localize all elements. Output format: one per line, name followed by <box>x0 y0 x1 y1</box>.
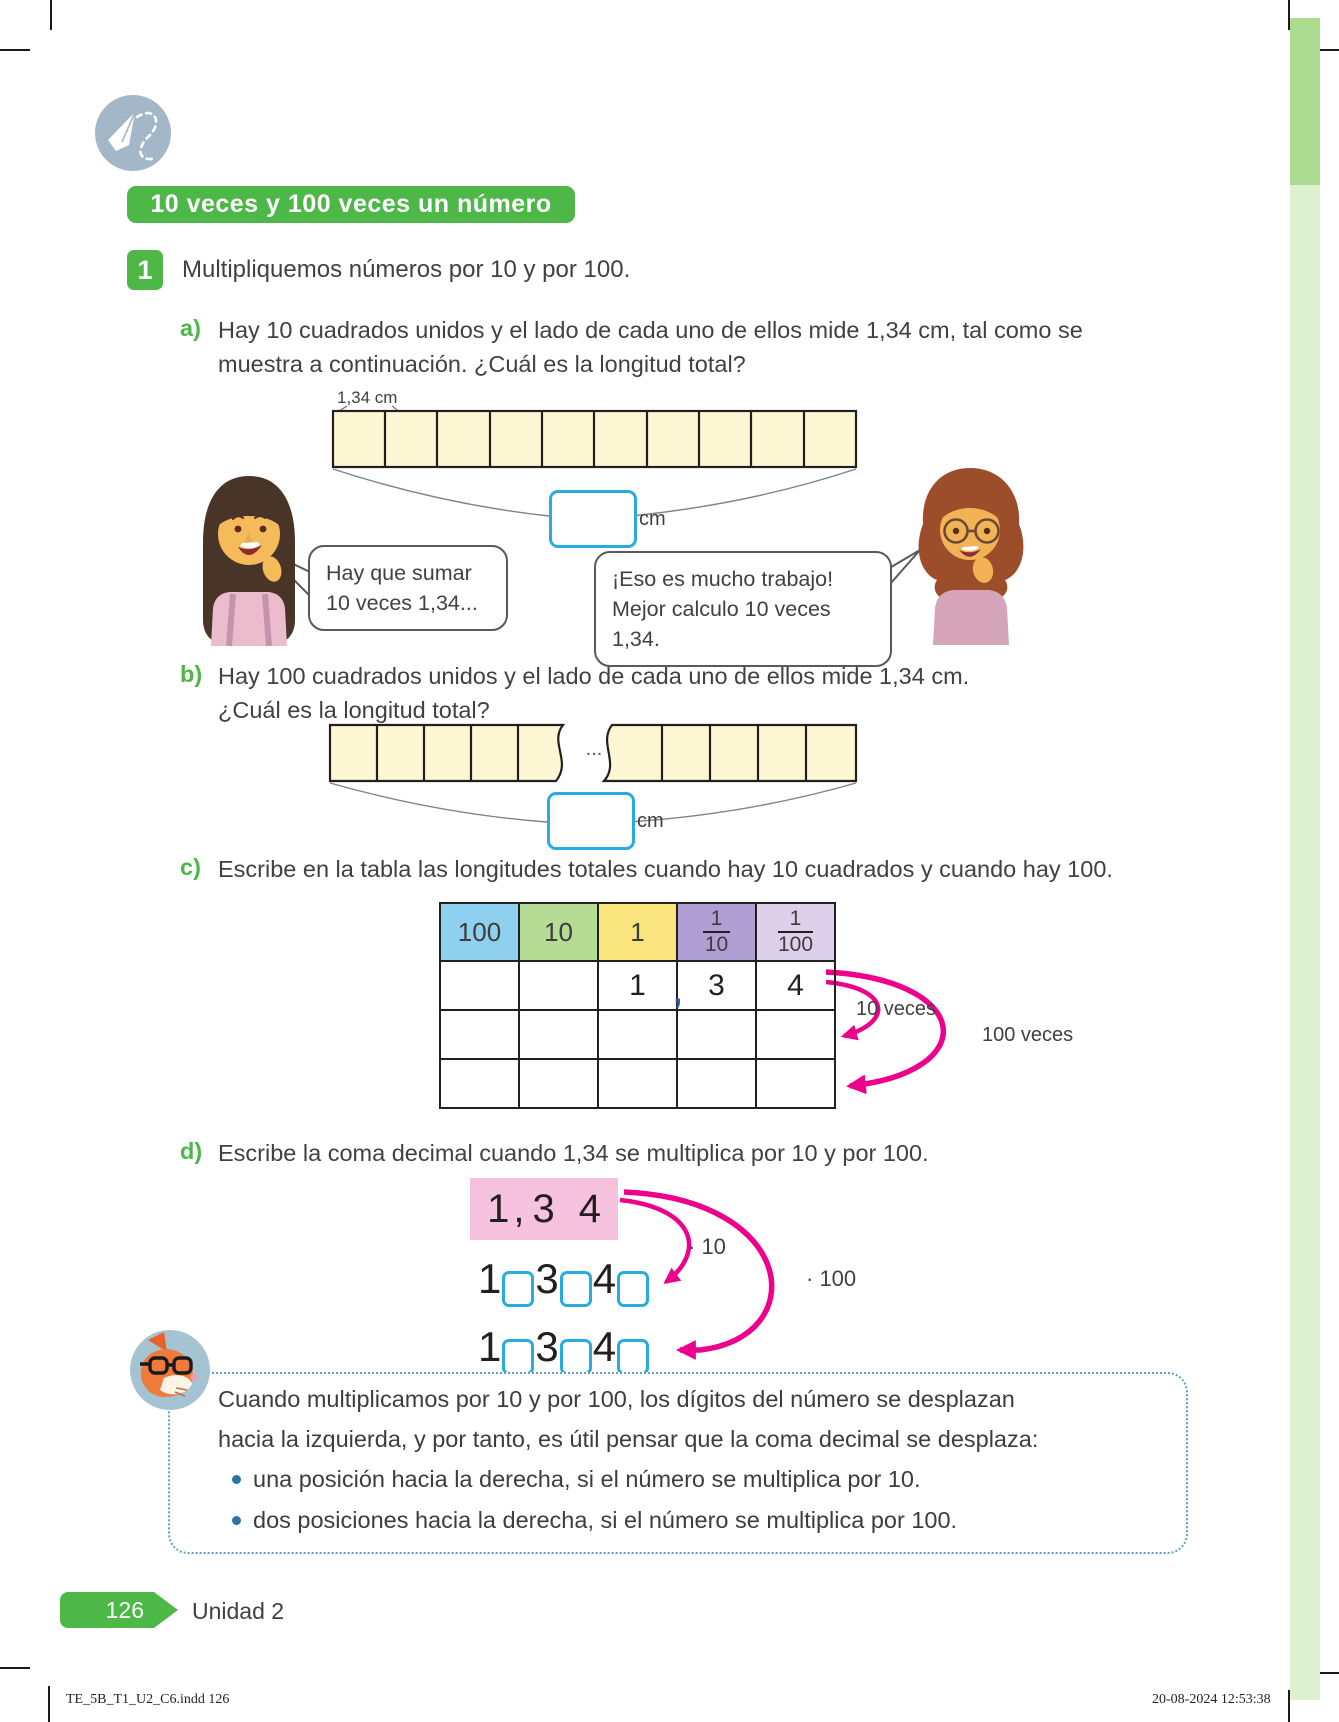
girl-glasses-character <box>903 460 1037 645</box>
header-hundreds: 100 <box>440 903 519 961</box>
speech-bubble-right: ¡Eso es mucho trabajo! Mejor calculo 10 veces 1,34. <box>594 551 892 667</box>
part-c-label: c) <box>180 854 201 880</box>
highlighted-number: 1 , 3 4 <box>470 1178 618 1240</box>
note-line-2: hacia la izquierda, y por tanto, es útil pensar que la coma decimal se desplaza: <box>218 1426 1039 1452</box>
bullet-dot <box>232 1475 241 1484</box>
header-hundredths: $\frac{1}{100}$ <box>756 903 835 961</box>
part-a-text: Hay 10 cuadrados unidos y el lado de cada uno de ellos mide 1,34 cm, tal como se muestra a continuación. ¿Cuál es la longitud total? <box>218 317 1083 377</box>
crop-mark <box>48 1686 50 1722</box>
times-10-arrow-label: 10 veces <box>856 998 937 1020</box>
times-10-label: · 10 <box>688 1234 726 1259</box>
times-100-label: · 100 <box>806 1266 857 1291</box>
comma-position-box <box>560 1271 592 1307</box>
table-header-row <box>440 903 835 961</box>
part-a-label: a) <box>180 315 201 341</box>
comma-position-box <box>617 1271 649 1307</box>
part-b-label: b) <box>180 661 203 687</box>
note-line-1: Cuando multiplicamos por 10 y por 100, los dígitos del número se desplazan <box>218 1386 1015 1412</box>
girl-dark-hair-character <box>183 470 315 650</box>
unit-label-a: cm <box>639 508 666 530</box>
decimal-comma: , <box>673 977 682 1010</box>
part-d-label: d) <box>180 1138 203 1164</box>
answer-box-b <box>547 792 635 850</box>
page-edge-bar-dark <box>1290 18 1320 185</box>
comma-position-box <box>560 1339 592 1375</box>
bullet-dot <box>232 1516 241 1525</box>
lesson-title: 10 veces y 100 veces un número <box>150 190 552 218</box>
page-number-tab-arrow <box>154 1592 178 1628</box>
comma-position-box <box>502 1339 534 1375</box>
note-bullet-1: una posición hacia la derecha, si el número se multiplica por 10. <box>232 1466 921 1493</box>
part-b-text: Hay 100 cuadrados unidos y el lado de cada uno de ellos mide 1,34 cm. ¿Cuál es la longitud total? <box>218 663 970 723</box>
part-c-text: Escribe en la tabla las longitudes totales cuando hay 10 cuadrados y cuando hay 100. <box>218 856 1113 882</box>
speech-bubble-left: Hay que sumar 10 veces 1,34... <box>308 545 508 631</box>
fox-glasses-icon <box>130 1330 210 1410</box>
print-file-info: TE_5B_T1_U2_C6.indd 126 <box>66 1692 230 1707</box>
page-number-tab: 126 <box>60 1592 154 1628</box>
times-100-arrow-label: 100 veces <box>982 1024 1074 1046</box>
comma-position-box <box>617 1339 649 1375</box>
crop-mark <box>50 0 52 30</box>
print-timestamp: 20-08-2024 12:53:38 <box>1152 1692 1271 1707</box>
squares-ellipsis: ... <box>585 738 603 760</box>
table-row-2 <box>440 1010 835 1059</box>
answer-box-a <box>549 490 637 548</box>
crop-mark <box>0 1667 30 1669</box>
cell-tenths: 3 <box>677 961 756 1010</box>
problem-number-badge: 1 <box>127 250 163 290</box>
crop-mark <box>0 49 30 51</box>
header-tens: 10 <box>519 903 598 961</box>
page-edge-bar-light <box>1290 185 1320 1700</box>
part-d-text: Escribe la coma decimal cuando 1,34 se multiplica por 10 y por 100. <box>218 1140 929 1166</box>
square-side-measure-label: 1,34 cm <box>337 388 398 407</box>
digits-row-times100: 1 3 4 <box>478 1326 650 1368</box>
table-row-3 <box>440 1059 835 1108</box>
comma-position-box <box>502 1271 534 1307</box>
squares-strip-10 <box>333 411 856 467</box>
unit-label-b: cm <box>637 810 664 832</box>
table-row-1 <box>440 961 835 1010</box>
header-tenths: $\frac{1}{10}$ <box>677 903 756 961</box>
note-bullet-2: dos posiciones hacia la derecha, si el número se multiplica por 100. <box>232 1507 957 1534</box>
unit-label: Unidad 2 <box>192 1598 285 1624</box>
problem-statement: Multipliquemos números por 10 y por 100. <box>182 256 631 283</box>
digits-row-times10: 1 3 4 <box>478 1258 650 1300</box>
paper-plane-trace-icon <box>95 95 171 171</box>
cell-ones: 1 , <box>598 961 677 1010</box>
lesson-title-banner <box>127 186 575 223</box>
cell-hundredths: 4 <box>756 961 835 1010</box>
header-ones: 1 <box>598 903 677 961</box>
place-value-table <box>439 902 836 1109</box>
